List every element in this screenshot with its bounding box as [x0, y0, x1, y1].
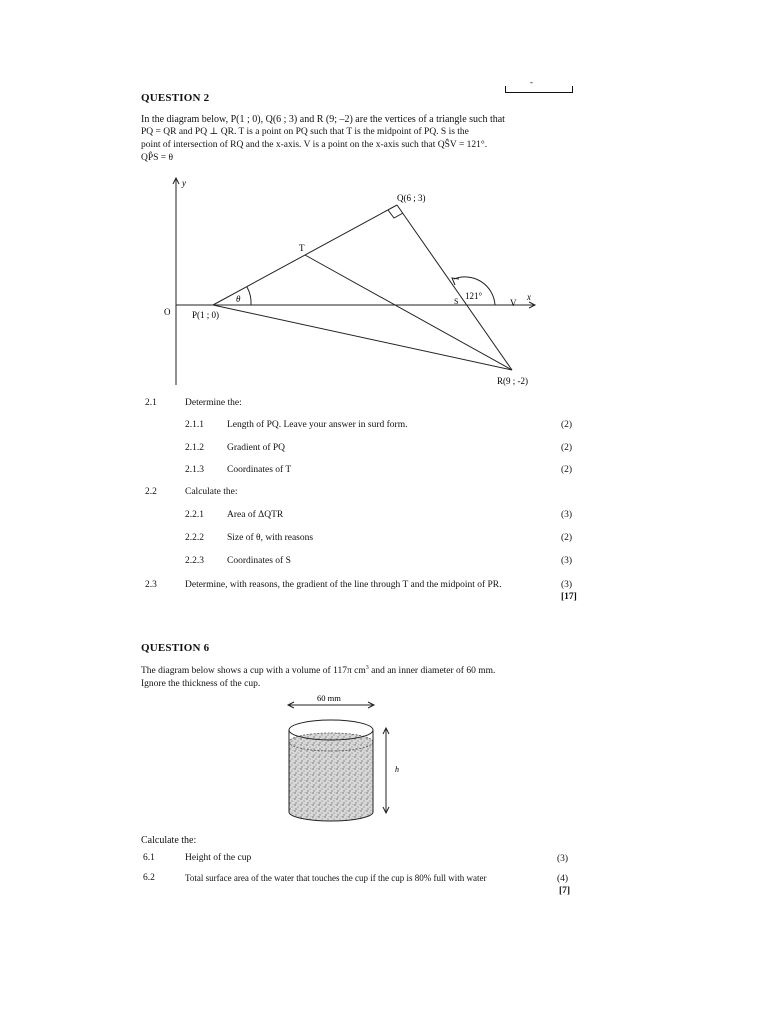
item-2-2-2-text: Size of θ, with reasons: [227, 533, 314, 543]
q6-intro-part-b: and an inner diameter of 60 mm.: [368, 666, 496, 677]
item-2-2-1-text: Area of ΔQTR: [227, 510, 284, 520]
label-x: x: [527, 292, 531, 302]
intro-line-1: In the diagram below, P(1 ; 0), Q(6 ; 3) and R (9; –2) are the vertices of a triangle such that: [141, 114, 505, 125]
question-6-total: [7]: [559, 886, 571, 896]
item-2-2-1-mark: (3): [561, 510, 573, 520]
label-diameter: 60 mm: [317, 693, 341, 703]
label-s: S: [454, 297, 459, 306]
label-r: R(9 ; -2): [497, 376, 528, 386]
item-2-1-2-text: Gradient of PQ: [227, 443, 286, 453]
label-v: V: [510, 298, 517, 308]
q6-intro-line-1: [141, 662, 581, 678]
item-2-2-3-text: Coordinates of S: [227, 556, 291, 566]
item-2-3-text: Determine, with reasons, the gradient of the line through T and the midpoint of PR.: [185, 580, 502, 590]
item-2-2-num: 2.2: [145, 487, 157, 497]
item-6-2-text: Total surface area of the water that touches the cup if the cup is 80% full with water: [185, 873, 487, 883]
item-2-2-2-mark: (2): [561, 533, 573, 543]
item-2-1-3-num: 2.1.3: [185, 465, 204, 475]
intro-line-4: QP̂S = θ: [141, 153, 174, 163]
item-2-1-3-text: Coordinates of T: [227, 465, 292, 475]
item-2-2-3-num: 2.2.3: [185, 556, 204, 566]
q6-calc-label: Calculate the:: [141, 835, 197, 846]
q6-intro-part-a: The diagram below shows a cup with a volume of 117π cm: [141, 666, 366, 677]
item-2-1-3-mark: (2): [561, 465, 573, 475]
label-p: P(1 ; 0): [192, 310, 219, 320]
question-2-total: [17]: [561, 592, 577, 602]
item-2-2-text: Calculate the:: [185, 487, 238, 497]
item-2-3-num: 2.3: [145, 580, 157, 590]
q6-intro-line-2: Ignore the thickness of the cup.: [141, 679, 261, 690]
cup-diagram: [270, 690, 410, 830]
label-t: T: [299, 243, 305, 253]
question-6-intro: [141, 662, 581, 691]
label-height: h: [395, 765, 399, 774]
label-origin: O: [164, 307, 171, 317]
label-y: y: [182, 178, 186, 188]
item-6-2-mark: (4): [557, 874, 569, 884]
label-theta: θ: [236, 294, 241, 304]
intro-line-2: PQ = QR and PQ ⊥ QR. T is a point on PQ such that T is the midpoint of PQ. S is the: [141, 127, 469, 137]
theta-arc: [247, 287, 251, 305]
question-6-title: QUESTION 6: [141, 642, 210, 654]
water-body: [289, 742, 373, 821]
water-surface: [289, 733, 373, 751]
item-2-1-1-text: Length of PQ. Leave your answer in surd form.: [227, 420, 408, 430]
intro-line-3: point of intersection of RQ and the x-axis. V is a point on the x-axis such that QŜV = 121°.: [141, 140, 488, 150]
angle-121-arrow: [452, 278, 459, 285]
line-qr: [397, 205, 512, 370]
line-tr: [305, 255, 512, 370]
item-2-1-2-mark: (2): [561, 443, 573, 453]
item-2-2-2-num: 2.2.2: [185, 533, 204, 543]
label-q: Q(6 ; 3): [397, 193, 426, 203]
item-2-1-1-num: 2.1.1: [185, 420, 204, 430]
item-2-3-mark: (3): [561, 580, 573, 590]
item-6-1-mark: (3): [557, 854, 569, 864]
item-2-1-1-mark: (2): [561, 420, 573, 430]
item-2-1-2-num: 2.1.2: [185, 443, 204, 453]
label-angle-121: 121°: [465, 291, 483, 301]
item-2-1-text: Determine the:: [185, 398, 242, 408]
item-2-1-num: 2.1: [145, 398, 157, 408]
item-2-2-1-num: 2.2.1: [185, 510, 204, 520]
q6-intro-sup: 3: [365, 665, 369, 671]
item-6-1-num: 6.1: [143, 853, 155, 863]
header-mark: -: [530, 77, 533, 87]
item-6-1-text: Height of the cup: [185, 853, 252, 863]
triangle-diagram: [0, 0, 768, 400]
line-pr: [213, 305, 512, 370]
question-2-title: QUESTION 2: [141, 92, 210, 104]
item-2-2-3-mark: (3): [561, 556, 573, 566]
item-6-2-num: 6.2: [143, 873, 155, 883]
